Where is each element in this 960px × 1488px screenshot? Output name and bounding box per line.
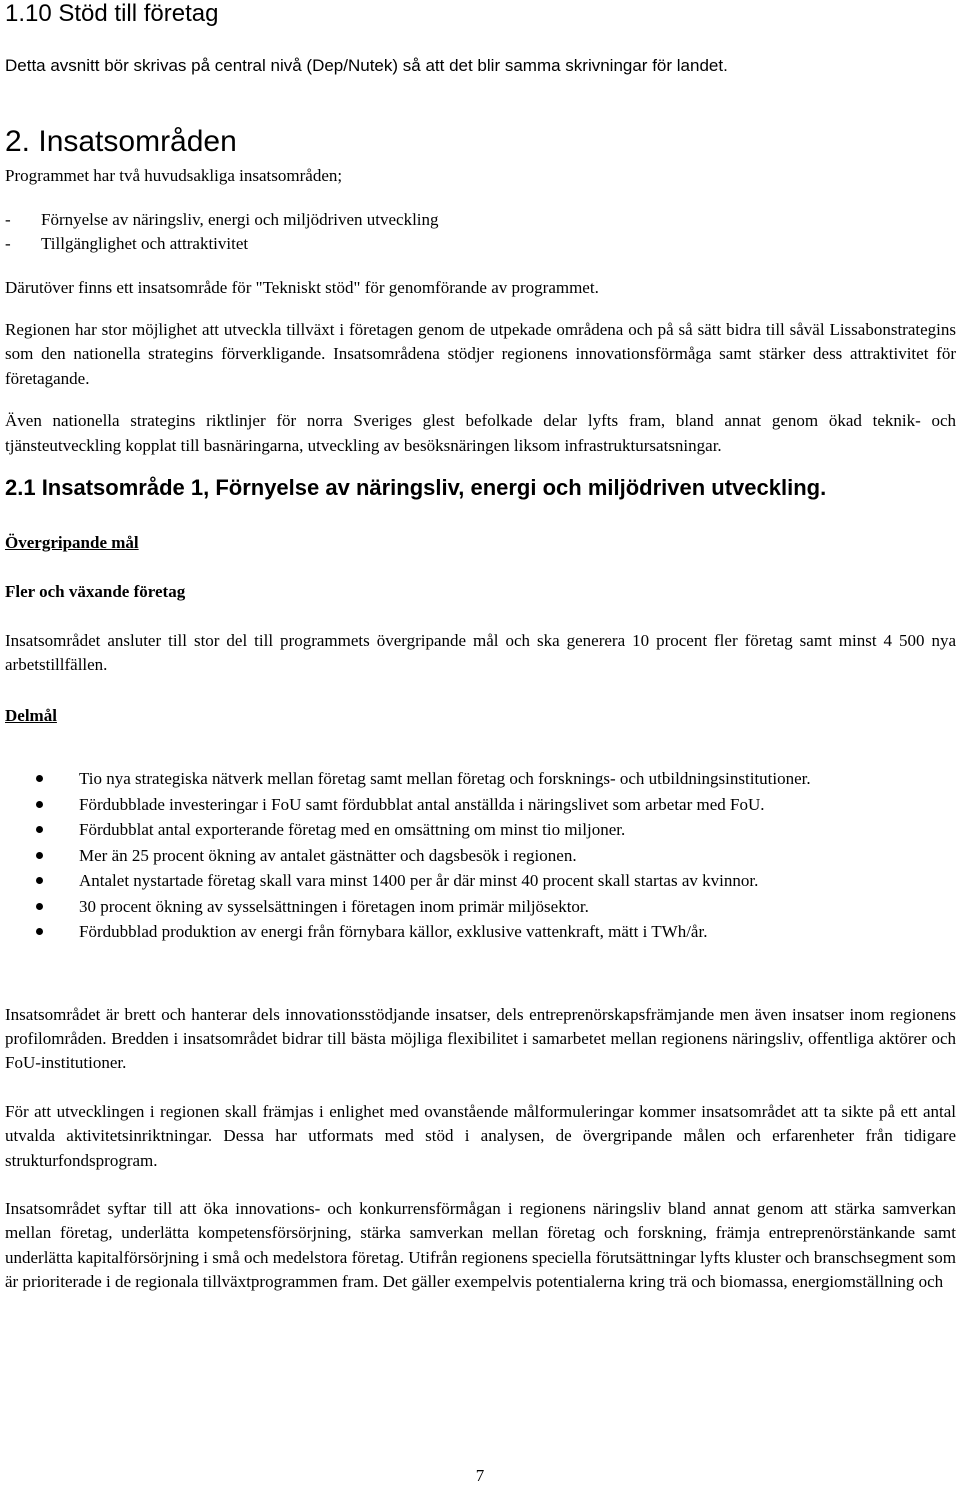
bullet-icon	[36, 826, 43, 833]
list-item-text: Antalet nystartade företag skall vara minst 1400 per år där minst 40 procent skall startas av kvinnor.	[79, 871, 759, 891]
bullet-icon	[36, 877, 43, 884]
overgripande-mal-heading: Övergripande mål	[5, 533, 139, 553]
list-item	[5, 766, 956, 792]
bullet-icon	[36, 801, 43, 808]
page-number: 7	[475, 1466, 485, 1485]
list-item	[5, 817, 956, 843]
goal-paragraph: Insatsområdet ansluter till stor del till programmets övergripande mål och ska generera 10 procent fler företag samt minst 4 500 nya arbetstillfällen.	[5, 630, 956, 675]
list-item	[5, 843, 956, 869]
goal-heading: Fler och växande företag	[5, 582, 186, 602]
delmal-heading: Delmål	[5, 705, 57, 725]
list-item-text: Mer än 25 procent ökning av antalet gästnätter och dagsbesök i regionen.	[79, 845, 577, 865]
darutover-paragraph: Därutöver finns ett insatsområde för "Tekniskt stöd" för genomförande av programmet.	[5, 277, 599, 297]
section-2-1-heading: 2.1 Insatsområde 1, Förnyelse av näringsliv, energi och miljödriven utveckling.	[5, 475, 827, 501]
bullet-icon	[36, 928, 43, 935]
list-item	[5, 232, 956, 256]
list-item-text: Förnyelse av näringsliv, energi och miljödriven utveckling	[41, 209, 439, 229]
dash-marker: -	[5, 209, 11, 229]
list-item-text: Fördubblat antal exporterande företag med en omsättning om minst tio miljoner.	[79, 820, 626, 840]
document-page	[5, 0, 956, 1295]
section-2-heading: 2. Insatsområden	[5, 125, 237, 159]
list-item	[5, 792, 956, 818]
list-item-text: Tillgänglighet och attraktivitet	[41, 234, 249, 254]
brett-paragraph: Insatsområdet är brett och hanterar dels innovationsstödjande insatser, dels entreprenörskapsfrämjande men även insatser inom regionens profilområden. Bredden i insatsområdet bidrar till bästa möjliga flexibilitet i samarbetet mellan regionens näringsliv, offentliga aktörer och FoU-institutioner.	[5, 1004, 956, 1073]
regionen-paragraph: Regionen har stor möjlighet att utveckla tillväxt i företagen genom de utpekade områdena och på så sätt bidra till såväl Lissabonstrategins som den nationella strategins förverkligande. Insatsområdena stödjer regionens innovationsförmåga samt stärker dess attraktivitet för företagande.	[5, 320, 956, 388]
dash-marker: -	[5, 234, 11, 254]
section-1-10-heading: 1.10 Stöd till företag	[5, 0, 219, 27]
insatsomraden-list	[5, 208, 956, 257]
list-item	[5, 919, 956, 945]
section-2-lead: Programmet har två huvudsakliga insatsområden;	[5, 166, 343, 186]
bullet-icon	[36, 852, 43, 859]
bullet-icon	[36, 903, 43, 910]
section-1-10-intro: Detta avsnitt bör skrivas på central nivå (Dep/Nutek) så att det blir samma skrivningar för landet.	[5, 56, 728, 75]
list-item-text: Fördubblad produktion av energi från förnybara källor, exklusive vattenkraft, mätt i TWh/år.	[79, 922, 708, 942]
list-item	[5, 894, 956, 920]
bullet-icon	[36, 775, 43, 782]
list-item	[5, 208, 956, 232]
list-item-text: 30 procent ökning av sysselsättningen i företagen inom primär miljösektor.	[79, 896, 589, 916]
delmal-list	[5, 766, 956, 945]
for-att-paragraph: För att utvecklingen i regionen skall främjas i enlighet med ovanstående målformuleringar kommer insatsområdet att ta sikte på ett antal utvalda aktivitetsinriktningar. Dessa har utformats med stöd i analysen, de övergripande målen och erfarenheter från tidigare strukturfondsprogram.	[5, 1101, 956, 1170]
syftar-paragraph: Insatsområdet syftar till att öka innovations- och konkurrensförmågan i regionens näringsliv bland annat genom att stärka samverkan mellan företag, underlätta kompetensförsörjning, stärka samverkan mellan företag och forskning, främja entreprenörstänkande samt underlätta kapitalförsörjning i små och medelstora företag. Utifrån regionens speciella förutsättningar lyfts kluster och branschsegment som är prioriterade i de regionala tillväxtprogrammen fram. Det gäller exempelvis potentialerna kring trä och biomassa, energiomställning och	[5, 1199, 956, 1292]
list-item	[5, 868, 956, 894]
aven-paragraph: Även nationella strategins riktlinjer för norra Sveriges glest befolkade delar lyfts fram, bland annat genom ökad teknik- och tjänsteutveckling kopplat till basnäringarna, utveckling av besöksnäringen liksom infrastruktursatsningar.	[5, 411, 956, 455]
list-item-text: Tio nya strategiska nätverk mellan företag samt mellan företag och forsknings- och utbildningsinstitutioner.	[79, 769, 811, 789]
list-item-text: Fördubblade investeringar i FoU samt fördubblat antal anställda i näringslivet som arbetar med FoU.	[79, 794, 765, 814]
